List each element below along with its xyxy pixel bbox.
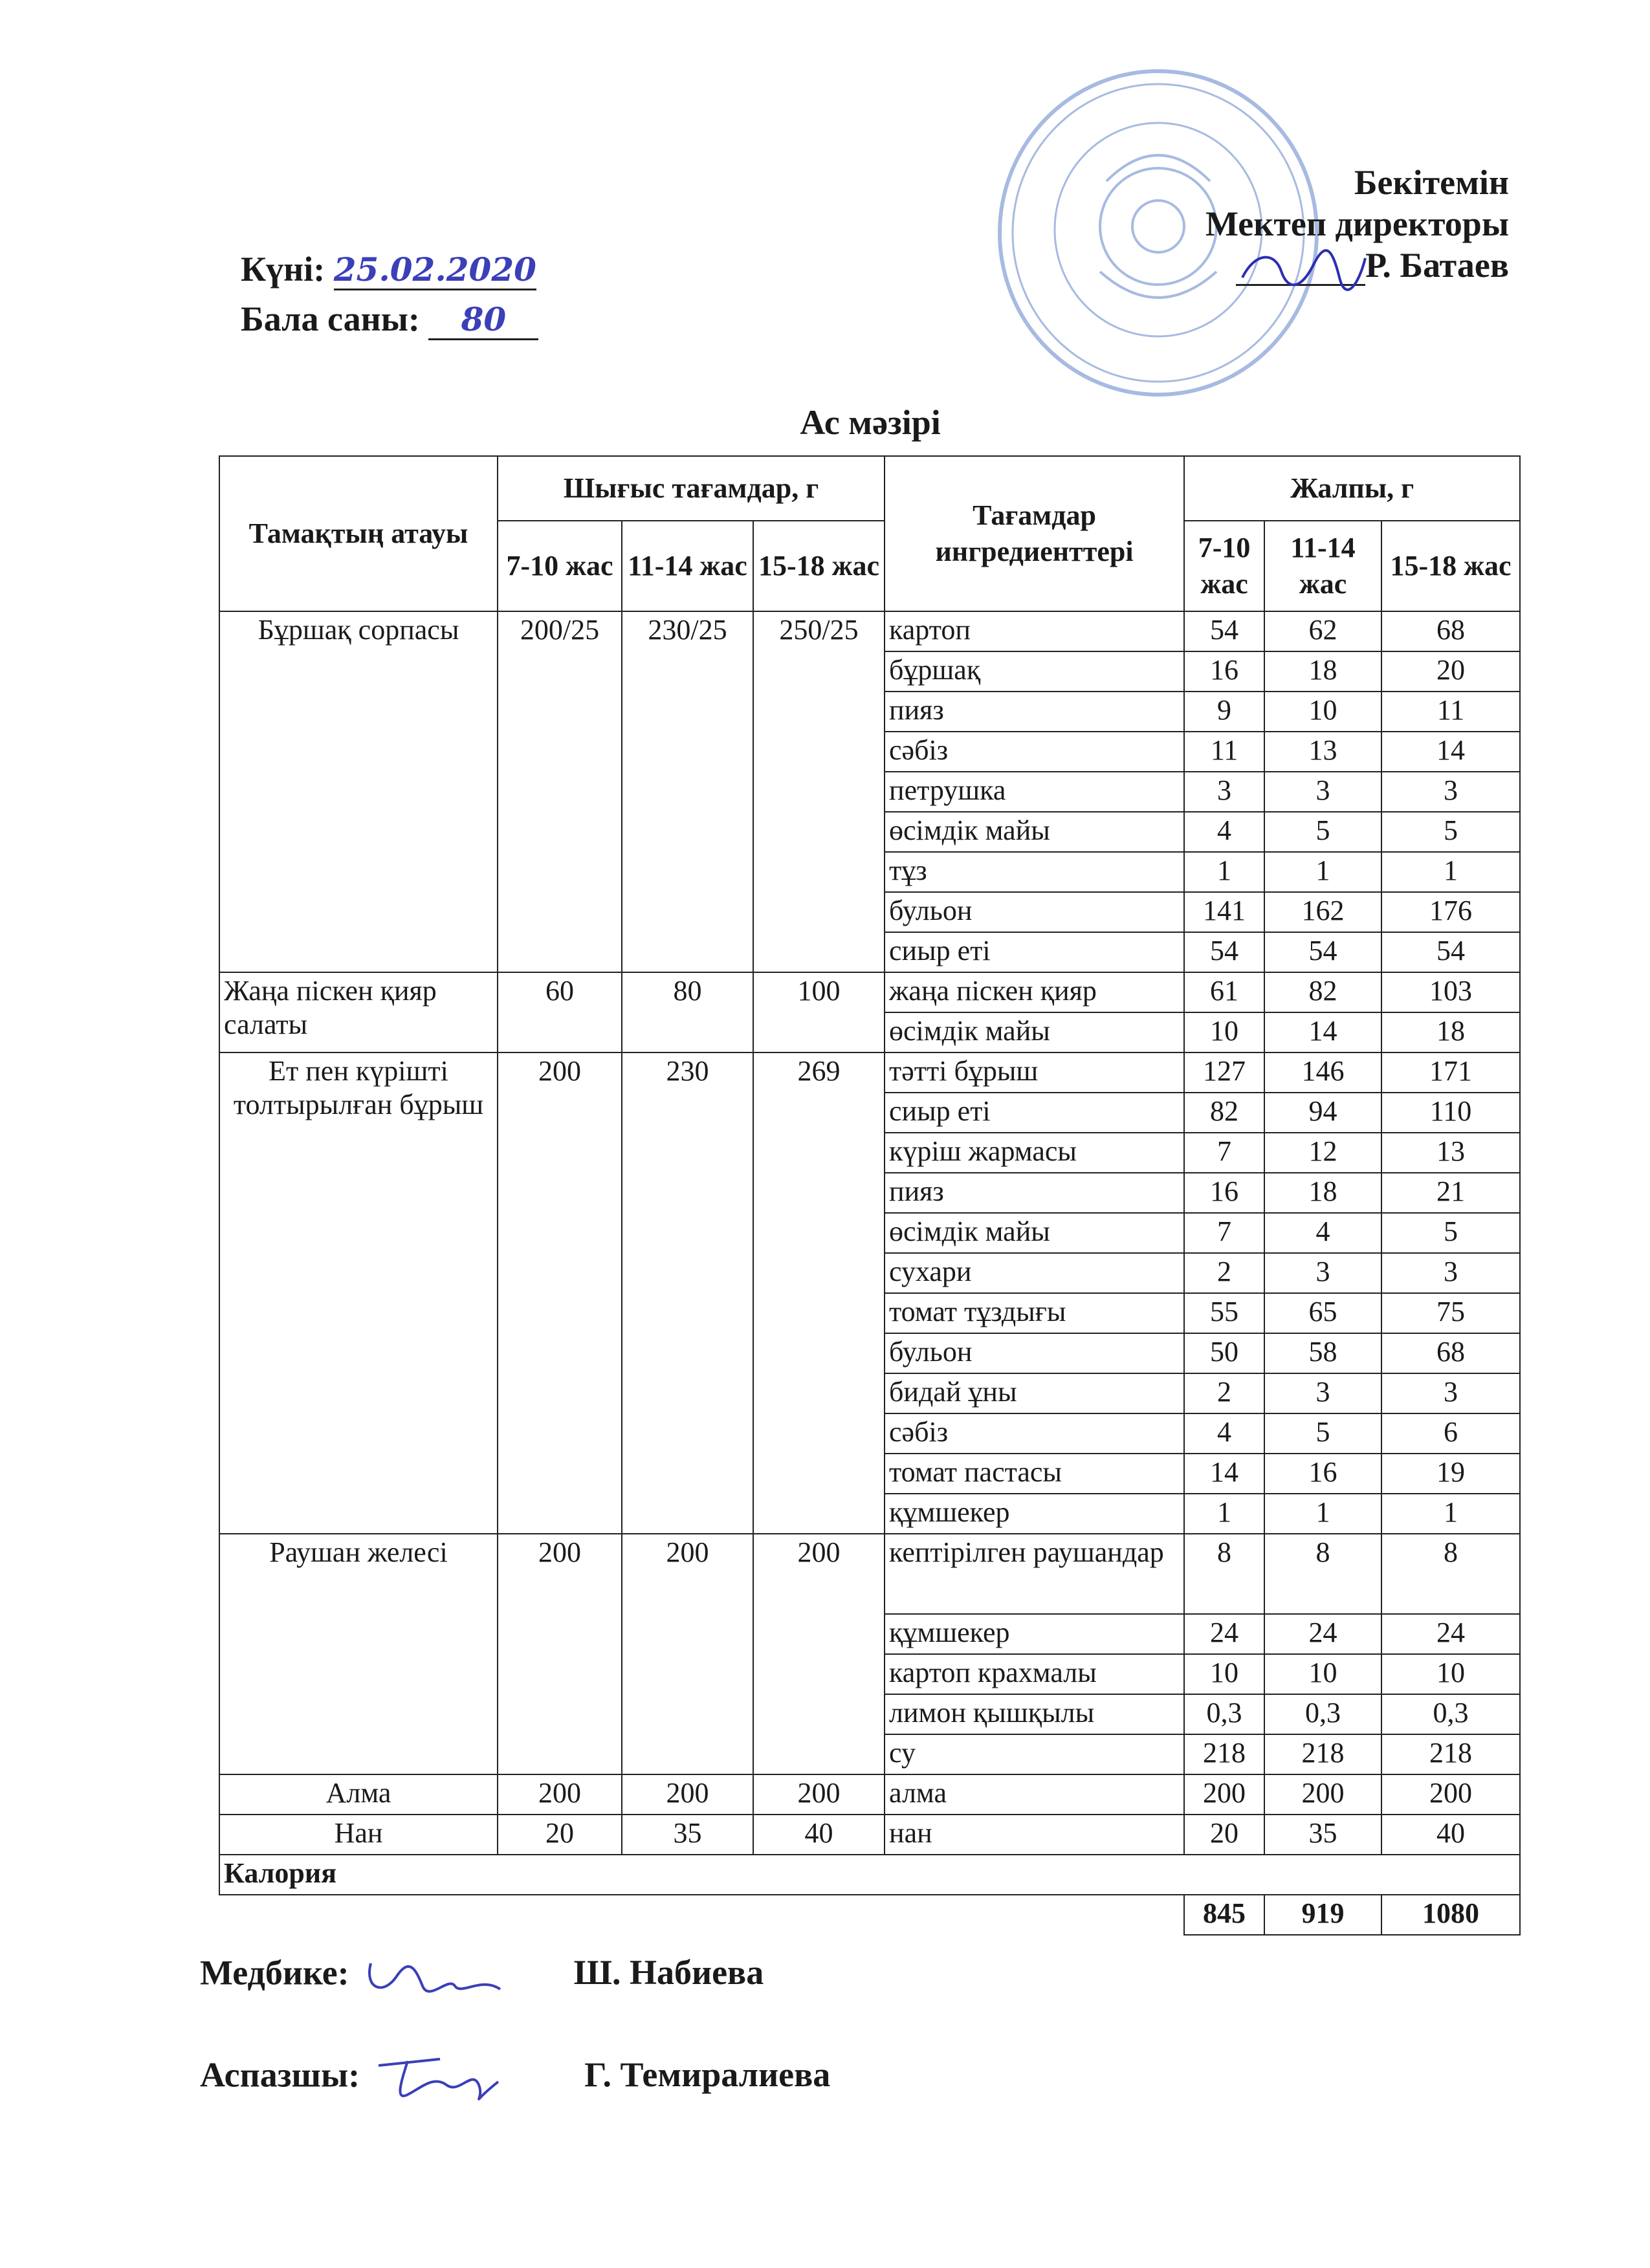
header-output-age: 15-18 жас: [753, 521, 885, 611]
ingredient-amount: 16: [1184, 1173, 1264, 1213]
ingredient-amount: 20: [1381, 651, 1520, 692]
table-row: [219, 1815, 1520, 1855]
header-ingredients: Тағамдар ингредиенттері: [885, 456, 1184, 611]
ingredient-amount: 171: [1381, 1052, 1520, 1093]
ingredient-amount: 13: [1264, 732, 1381, 772]
ingredient-amount: 1: [1184, 852, 1264, 892]
ingredient-amount: 94: [1264, 1093, 1381, 1133]
calories-value: 1080: [1381, 1895, 1520, 1935]
cook-signature: [369, 2049, 524, 2108]
ingredient-amount: 16: [1184, 651, 1264, 692]
ingredient-amount: 3: [1381, 772, 1520, 812]
ingredient-amount: 18: [1264, 1173, 1381, 1213]
dish-portion: 80: [622, 972, 753, 1052]
ingredient-amount: 3: [1381, 1253, 1520, 1293]
approval-position: Мектеп директоры: [1205, 204, 1509, 243]
table-row: [219, 1774, 1520, 1815]
ingredient-amount: 11: [1381, 692, 1520, 732]
dish-name: Бұршақ сорпасы: [219, 611, 498, 972]
ingredient-amount: 68: [1381, 1333, 1520, 1373]
ingredient-amount: 14: [1264, 1012, 1381, 1052]
ingredient-amount: 110: [1381, 1093, 1520, 1133]
ingredient-amount: 2: [1184, 1253, 1264, 1293]
ingredient-name: томат тұздығы: [885, 1293, 1184, 1333]
dish-portion: 250/25: [753, 611, 885, 972]
ingredient-name: нан: [885, 1815, 1184, 1855]
table-row: [219, 611, 1520, 651]
ingredient-amount: 19: [1381, 1454, 1520, 1494]
ingredient-amount: 1: [1381, 852, 1520, 892]
ingredient-name: өсімдік майы: [885, 1213, 1184, 1253]
ingredient-name: сәбіз: [885, 1413, 1184, 1454]
nurse-signature-line: [200, 1950, 764, 2002]
ingredient-name: пияз: [885, 692, 1184, 732]
dish-portion: 230: [622, 1052, 753, 1534]
dish-portion: 230/25: [622, 611, 753, 972]
ingredient-name: сиыр еті: [885, 1093, 1184, 1133]
ingredient-amount: 162: [1264, 892, 1381, 932]
header-total-age: 15-18 жас: [1381, 521, 1520, 611]
page-title: Ас мәзірі: [800, 403, 941, 442]
ingredient-amount: 3: [1264, 772, 1381, 812]
ingredient-name: лимон қышқылы: [885, 1694, 1184, 1734]
ingredient-amount: 0,3: [1184, 1694, 1264, 1734]
ingredient-amount: 9: [1184, 692, 1264, 732]
ingredient-name: картоп крахмалы: [885, 1654, 1184, 1694]
ingredient-name: сухари: [885, 1253, 1184, 1293]
ingredient-name: тәтті бұрыш: [885, 1052, 1184, 1093]
ingredient-amount: 11: [1184, 732, 1264, 772]
ingredient-amount: 10: [1184, 1012, 1264, 1052]
dish-name: Раушан желесі: [219, 1534, 498, 1774]
ingredient-amount: 200: [1381, 1774, 1520, 1815]
dish-portion: 200: [753, 1534, 885, 1774]
ingredient-name: құмшекер: [885, 1494, 1184, 1534]
ingredient-name: сиыр еті: [885, 932, 1184, 972]
ingredient-amount: 218: [1184, 1734, 1264, 1774]
menu-table: [219, 455, 1521, 1935]
ingredient-amount: 10: [1264, 1654, 1381, 1694]
ingredient-name: бидай ұны: [885, 1373, 1184, 1413]
ingredient-amount: 6: [1381, 1413, 1520, 1454]
ingredient-amount: 35: [1264, 1815, 1381, 1855]
date-value: 25.02.2020: [334, 250, 536, 290]
dish-portion: 200: [622, 1534, 753, 1774]
children-count-field: [241, 299, 538, 340]
ingredient-amount: 13: [1381, 1133, 1520, 1173]
ingredient-amount: 54: [1264, 932, 1381, 972]
ingredient-name: петрушка: [885, 772, 1184, 812]
ingredient-name: алма: [885, 1774, 1184, 1815]
ingredient-name: бұршақ: [885, 651, 1184, 692]
header-output-age: 11-14 жас: [622, 521, 753, 611]
ingredient-amount: 68: [1381, 611, 1520, 651]
ingredient-amount: 0,3: [1381, 1694, 1520, 1734]
calories-label: Калория: [219, 1855, 1520, 1895]
ingredient-amount: 3: [1264, 1373, 1381, 1413]
ingredient-name: бульон: [885, 1333, 1184, 1373]
dish-portion: 20: [498, 1815, 622, 1855]
ingredient-amount: 1: [1381, 1494, 1520, 1534]
dish-name: Жаңа піскен қияр салаты: [219, 972, 498, 1052]
calories-values-row: [219, 1895, 1520, 1935]
ingredient-name: картоп: [885, 611, 1184, 651]
ingredient-name: тұз: [885, 852, 1184, 892]
header-total-age: 11-14 жас: [1264, 521, 1381, 611]
header-total-age: 7-10 жас: [1184, 521, 1264, 611]
ingredient-amount: 55: [1184, 1293, 1264, 1333]
ingredient-amount: 5: [1381, 1213, 1520, 1253]
ingredient-name: өсімдік майы: [885, 812, 1184, 852]
ingredient-amount: 127: [1184, 1052, 1264, 1093]
ingredient-amount: 103: [1381, 972, 1520, 1012]
dish-portion: 200: [498, 1774, 622, 1815]
ingredient-name: пияз: [885, 1173, 1184, 1213]
ingredient-amount: 20: [1184, 1815, 1264, 1855]
ingredient-amount: 5: [1264, 812, 1381, 852]
calories-value: 919: [1264, 1895, 1381, 1935]
ingredient-amount: 141: [1184, 892, 1264, 932]
header-dish: Тамақтың атауы: [219, 456, 498, 611]
nurse-label: Медбике:: [200, 1953, 349, 1992]
ingredient-amount: 8: [1184, 1534, 1264, 1614]
ingredient-amount: 62: [1264, 611, 1381, 651]
ingredient-amount: 1: [1264, 852, 1381, 892]
ingredient-name: жаңа піскен қияр: [885, 972, 1184, 1012]
children-count-label: Бала саны:: [241, 300, 420, 338]
approval-heading: Бекітемін: [1354, 163, 1509, 202]
ingredient-amount: 75: [1381, 1293, 1520, 1333]
ingredient-amount: 24: [1184, 1614, 1264, 1654]
dish-portion: 40: [753, 1815, 885, 1855]
nurse-name: Ш. Набиева: [573, 1953, 764, 1992]
cook-label: Аспазшы:: [200, 2055, 360, 2095]
nurse-signature: [358, 1950, 513, 2002]
ingredient-name: томат пастасы: [885, 1454, 1184, 1494]
ingredient-amount: 218: [1264, 1734, 1381, 1774]
ingredient-amount: 40: [1381, 1815, 1520, 1855]
ingredient-amount: 18: [1381, 1012, 1520, 1052]
ingredient-amount: 200: [1264, 1774, 1381, 1815]
approval-name: Р. Батаев: [1205, 245, 1509, 286]
dish-portion: 200: [753, 1774, 885, 1815]
ingredient-amount: 1: [1264, 1494, 1381, 1534]
ingredient-amount: 1: [1184, 1494, 1264, 1534]
cook-name: Г. Темиралиева: [584, 2055, 831, 2095]
ingredient-amount: 4: [1184, 1413, 1264, 1454]
ingredient-name: өсімдік майы: [885, 1012, 1184, 1052]
ingredient-amount: 5: [1264, 1413, 1381, 1454]
dish-portion: 269: [753, 1052, 885, 1534]
children-count-value: 80: [428, 300, 538, 340]
header-output-age: 7-10 жас: [498, 521, 622, 611]
ingredient-amount: 54: [1184, 611, 1264, 651]
table-row: [219, 972, 1520, 1012]
ingredient-amount: 16: [1264, 1454, 1381, 1494]
dish-portion: 100: [753, 972, 885, 1052]
ingredient-amount: 146: [1264, 1052, 1381, 1093]
ingredient-amount: 24: [1381, 1614, 1520, 1654]
ingredient-amount: 8: [1381, 1534, 1520, 1614]
dish-name: Ет пен күрішті толтырылған бұрыш: [219, 1052, 498, 1534]
ingredient-name: су: [885, 1734, 1184, 1774]
ingredient-amount: 65: [1264, 1293, 1381, 1333]
table-row: [219, 1534, 1520, 1614]
ingredient-amount: 18: [1264, 651, 1381, 692]
ingredient-amount: 58: [1264, 1333, 1381, 1373]
ingredient-name: құмшекер: [885, 1614, 1184, 1654]
calories-value: 845: [1184, 1895, 1264, 1935]
dish-portion: 200: [498, 1534, 622, 1774]
dish-name: Нан: [219, 1815, 498, 1855]
ingredient-amount: 12: [1264, 1133, 1381, 1173]
ingredient-amount: 176: [1381, 892, 1520, 932]
ingredient-amount: 3: [1381, 1373, 1520, 1413]
ingredient-amount: 14: [1381, 732, 1520, 772]
ingredient-name: бульон: [885, 892, 1184, 932]
table-row: [219, 1052, 1520, 1093]
header-output: Шығыс тағамдар, г: [498, 456, 885, 521]
ingredient-name: күріш жармасы: [885, 1133, 1184, 1173]
dish-portion: 60: [498, 972, 622, 1052]
ingredient-amount: 200: [1184, 1774, 1264, 1815]
ingredient-amount: 7: [1184, 1133, 1264, 1173]
calories-row: [219, 1855, 1520, 1895]
ingredient-amount: 50: [1184, 1333, 1264, 1373]
header-total: Жалпы, г: [1184, 456, 1520, 521]
ingredient-amount: 3: [1264, 1253, 1381, 1293]
ingredient-amount: 5: [1381, 812, 1520, 852]
ingredient-amount: 10: [1381, 1654, 1520, 1694]
ingredient-amount: 10: [1264, 692, 1381, 732]
ingredient-amount: 82: [1184, 1093, 1264, 1133]
ingredient-amount: 3: [1184, 772, 1264, 812]
ingredient-amount: 7: [1184, 1213, 1264, 1253]
cook-signature-line: [200, 2049, 830, 2108]
ingredient-amount: 24: [1264, 1614, 1381, 1654]
calories-spacer: [219, 1895, 1184, 1935]
ingredient-amount: 2: [1184, 1373, 1264, 1413]
ingredient-amount: 8: [1264, 1534, 1381, 1614]
ingredient-amount: 82: [1264, 972, 1381, 1012]
ingredient-amount: 21: [1381, 1173, 1520, 1213]
ingredient-amount: 4: [1184, 812, 1264, 852]
ingredient-name: кептірілген раушандар: [885, 1534, 1184, 1614]
ingredient-amount: 61: [1184, 972, 1264, 1012]
ingredient-amount: 14: [1184, 1454, 1264, 1494]
approval-block: [1205, 162, 1509, 286]
ingredient-amount: 4: [1264, 1213, 1381, 1253]
dish-portion: 200/25: [498, 611, 622, 972]
ingredient-amount: 54: [1381, 932, 1520, 972]
dish-portion: 200: [498, 1052, 622, 1534]
ingredient-name: сәбіз: [885, 732, 1184, 772]
director-signature: [1236, 245, 1372, 297]
date-label: Күні:: [241, 250, 325, 289]
dish-portion: 35: [622, 1815, 753, 1855]
dish-name: Алма: [219, 1774, 498, 1815]
ingredient-amount: 218: [1381, 1734, 1520, 1774]
ingredient-amount: 54: [1184, 932, 1264, 972]
ingredient-amount: 0,3: [1264, 1694, 1381, 1734]
ingredient-amount: 10: [1184, 1654, 1264, 1694]
dish-portion: 200: [622, 1774, 753, 1815]
date-field: [241, 249, 536, 290]
